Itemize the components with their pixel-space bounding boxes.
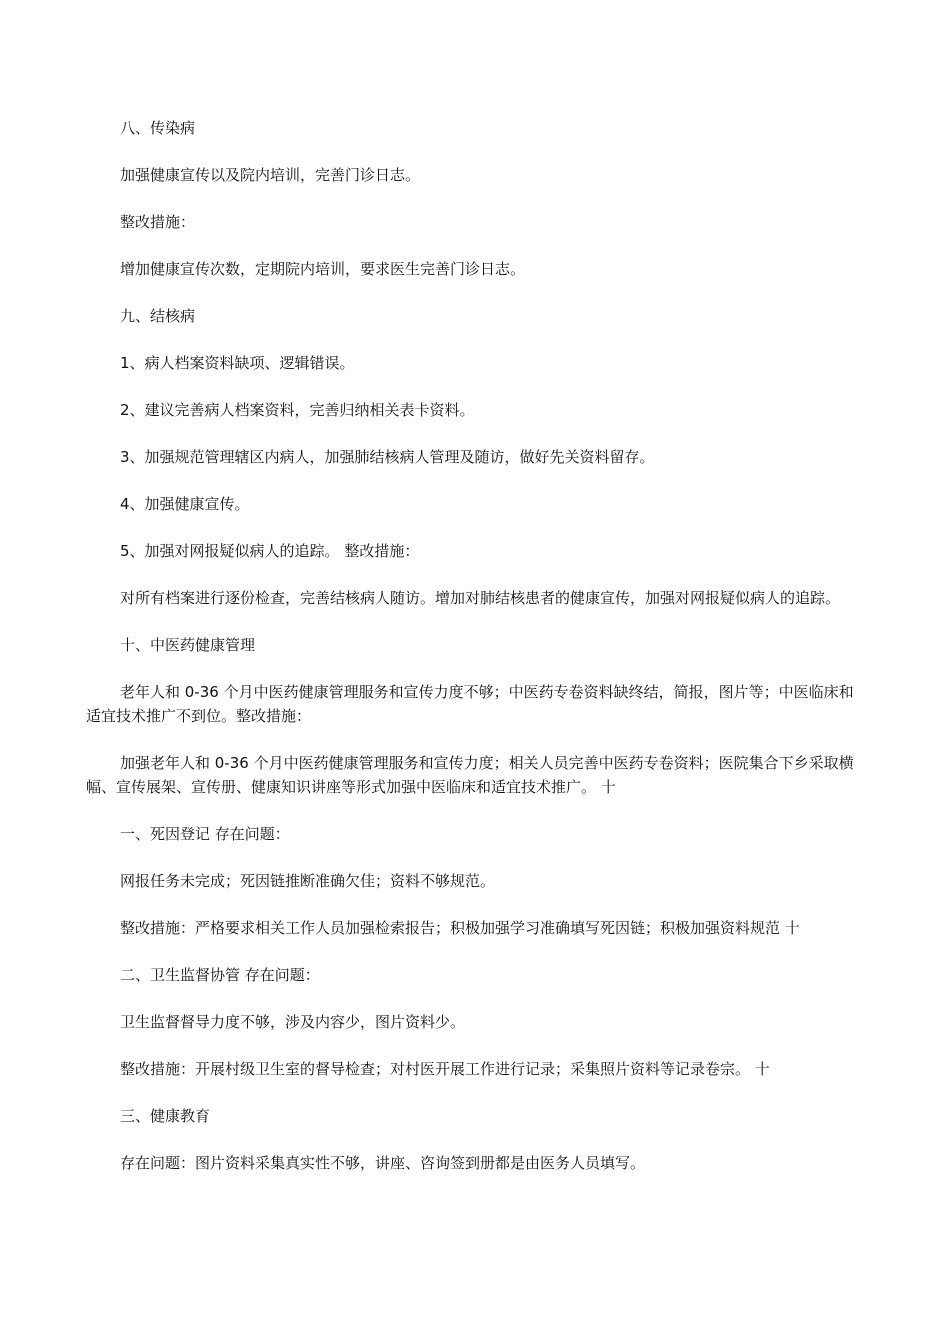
paragraph: 整改措施：开展村级卫生室的督导检查；对村医开展工作进行记录；采集照片资料等记录卷宗。 十 [120, 1060, 770, 1078]
list-item: 4、加强健康宣传。 [120, 495, 250, 513]
list-item: 3、加强规范管理辖区内病人，加强肺结核病人管理及随访，做好先关资料留存。 [120, 448, 655, 466]
paragraph: 整改措施： [120, 213, 196, 231]
list-item: 5、加强对网报疑似病人的追踪。 整改措施： [120, 542, 420, 560]
section-heading-death-registration: 一、死因登记 存在问题： [120, 825, 290, 843]
paragraph: 加强健康宣传以及院内培训，完善门诊日志。 [120, 166, 421, 184]
section-heading-health-education: 三、健康教育 [120, 1107, 211, 1125]
paragraph: 卫生监督督导力度不够，涉及内容少，图片资料少。 [120, 1013, 466, 1031]
list-item: 1、病人档案资料缺项、逻辑错误。 [120, 354, 355, 372]
paragraph: 对所有档案进行逐份检查，完善结核病人随访。增加对肺结核患者的健康宣传，加强对网报疑似病人的追踪。 [120, 589, 841, 607]
section-heading-health-supervision: 二、卫生监督协管 存在问题： [120, 966, 320, 984]
section-heading-tuberculosis: 九、结核病 [120, 307, 196, 325]
section-heading-infectious-disease: 八、传染病 [120, 119, 196, 137]
paragraph: 整改措施：严格要求相关工作人员加强检索报告；积极加强学习准确填写死因链；积极加强资料规范 十 [120, 919, 800, 937]
section-heading-tcm-health-management: 十、中医药健康管理 [120, 636, 256, 654]
paragraph: 存在问题：图片资料采集真实性不够，讲座、咨询签到册都是由医务人员填写。 [120, 1154, 646, 1172]
paragraph: 加强老年人和 0-36 个月中医药健康管理服务和宣传力度；相关人员完善中医药专卷资料；医院集合下乡采取横幅、宣传展架、宣传册、健康知识讲座等形式加强中医临床和适宜技术推广。 十 [86, 754, 854, 796]
paragraph: 增加健康宣传次数，定期院内培训，要求医生完善门诊日志。 [120, 260, 526, 278]
list-item: 2、建议完善病人档案资料，完善归纳相关表卡资料。 [120, 401, 475, 419]
paragraph: 老年人和 0-36 个月中医药健康管理服务和宣传力度不够；中医药专卷资料缺终结，简报，图片等；中医临床和适宜技术推广不到位。整改措施： [86, 683, 854, 725]
paragraph: 网报任务未完成；死因链推断准确欠佳；资料不够规范。 [120, 872, 496, 890]
